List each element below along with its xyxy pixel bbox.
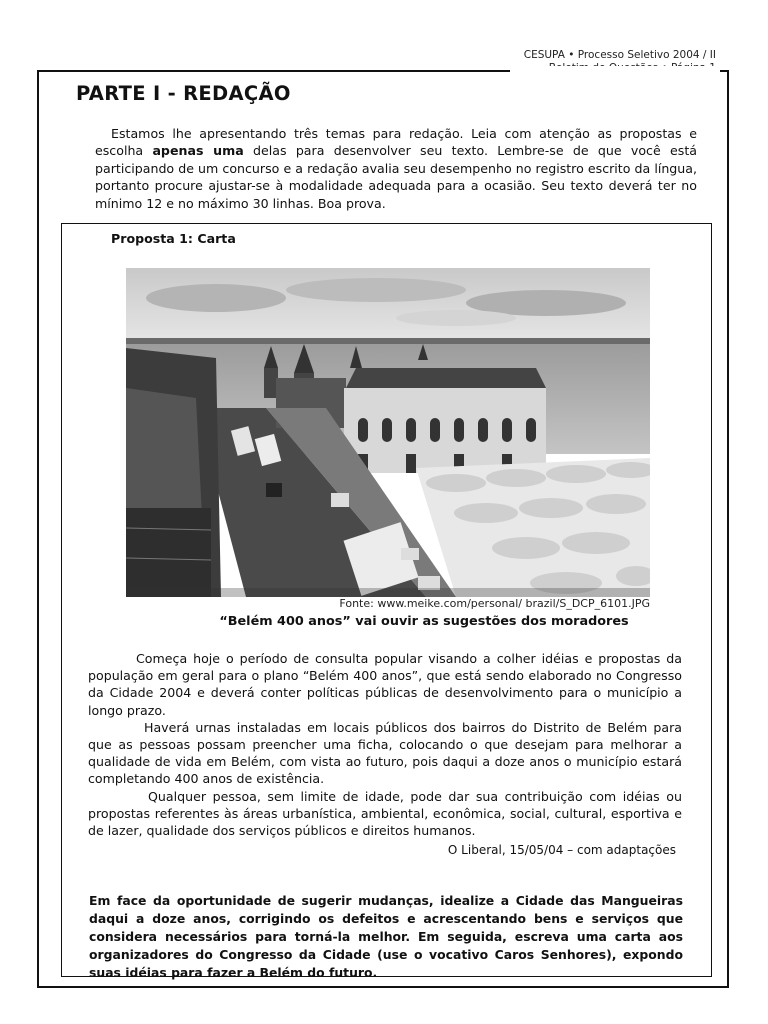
page-title: PARTE I - REDAÇÃO <box>76 82 291 105</box>
belem-market-photo <box>126 268 650 597</box>
intro-bold: apenas uma <box>152 143 244 159</box>
article-paragraph-3: Qualquer pessoa, sem limite de idade, pode dar sua contribuição com idéias ou propostas referentes às áreas urbanística, ambiental, econômica, social, cultural, esportiva e de lazer, qualidade dos serviços públicos e direitos humanos. <box>88 788 682 839</box>
photo-source: Fonte: www.meike.com/personal/ brazil/S_DCP_6101.JPG <box>339 597 650 610</box>
intro-paragraph <box>95 125 697 212</box>
outer-frame-gap <box>510 66 720 74</box>
article-paragraph-1: Começa hoje o período de consulta popular visando a colher idéias e propostas da população em geral para o plano “Belém 400 anos”, que está sendo elaborado no Congresso da Cidade 2004 e deverá conter políticas públicas de desenvolvimento para o município a longo prazo. <box>88 651 682 718</box>
article-source: O Liberal, 15/05/04 – com adaptações <box>447 843 676 857</box>
task-instruction: Em face da oportunidade de sugerir mudanças, idealize a Cidade das Mangueiras daqui a doze anos, corrigindo os defeitos e acrescentando bens e serviços que considera necessários para torná-la melhor. Em seguida, escreva uma carta aos organizadores do Congresso da Cidade (use o vocativo Caros Senhores), expondo suas idéias para fazer a Belém do futuro. <box>89 893 683 980</box>
article-headline: “Belém 400 anos” vai ouvir as sugestões dos moradores <box>219 614 629 629</box>
intro-part-1: Estamos lhe apresentando três temas para redação. Leia com atenção as propostas e escolha <box>95 126 697 159</box>
article-body <box>88 650 682 839</box>
proposal-title: Proposta 1: Carta <box>111 231 236 246</box>
article-paragraph-2: Haverá urnas instaladas em locais públicos dos bairros do Distrito de Belém para que as pessoas possam preencher uma ficha, colocando o que desejam para melhorar a qualidade de vida em Belém, com vista ao futuro, pois daqui a doze anos o município estará completando 400 anos de existência. <box>88 719 682 787</box>
header-line-1: CESUPA • Processo Seletivo 2004 / II <box>523 49 716 61</box>
intro-part-2: delas para desenvolver seu texto. Lembre-se de que você está participando de um concurso e a redação avalia seu desempenho no registro escrito da língua, portanto procure ajustar-se à modalidade adequada para a ocasião. Seu texto deverá ter no mínimo 12 e no máximo 30 linhas. Boa prova. <box>95 143 697 211</box>
